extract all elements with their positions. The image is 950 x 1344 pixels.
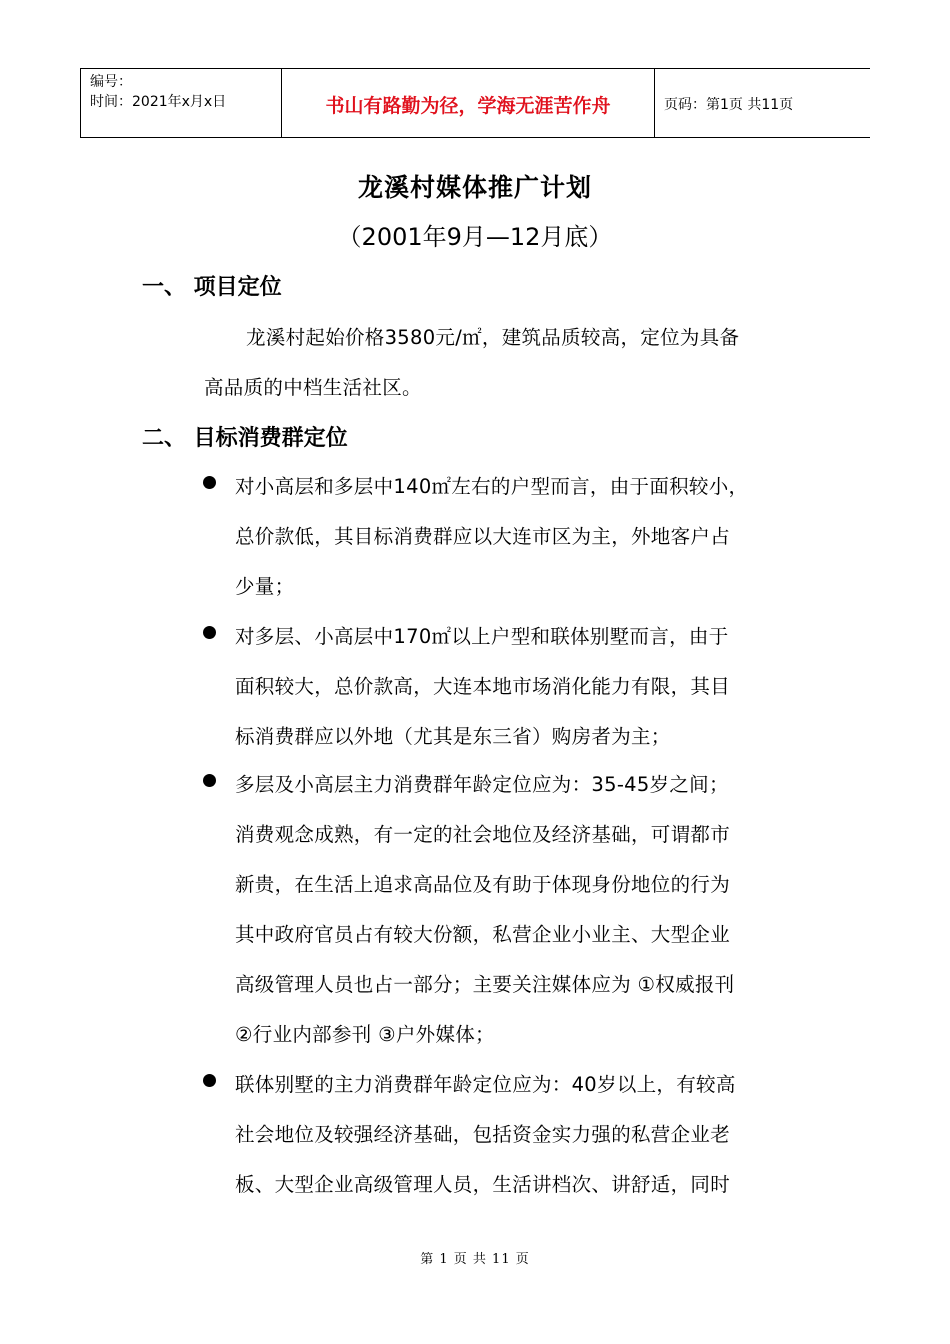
bullet-icon: [203, 476, 216, 489]
bullet-line: 其中政府官员占有较大份额，私营企业小业主、大型企业: [235, 923, 731, 946]
bullet-line: 社会地位及较强经济基础，包括资金实力强的私营企业老: [235, 1123, 731, 1146]
bullet-icon: [203, 774, 216, 787]
paragraph-line: 高品质的中档生活社区。: [204, 376, 422, 399]
bullet-line: 对小高层和多层中140㎡左右的户型而言，由于面积较小，: [235, 475, 749, 498]
bullet-line: 新贵，在生活上追求高品位及有助于体现身份地位的行为: [235, 873, 731, 896]
bullet-line: 高级管理人员也占一部分；主要关注媒体应为 ①权威报刊: [235, 973, 735, 996]
section-heading: 一、 项目定位: [142, 275, 282, 300]
page-footer: 第 1 页 共 11 页: [420, 1252, 530, 1267]
bullet-line: ②行业内部参刊 ③户外媒体；: [235, 1023, 495, 1046]
bullet-line: 总价款低，其目标消费群应以大连市区为主，外地客户占: [235, 525, 731, 548]
header-page-cell: [654, 69, 870, 137]
document-time-label: 时间：2021年x月x日: [90, 94, 227, 110]
bullet-line: 面积较大，总价款高，大连本地市场消化能力有限，其目: [235, 675, 731, 698]
bullet-line: 多层及小高层主力消费群年龄定位应为：35-45岁之间；: [235, 773, 729, 796]
bullet-icon: [203, 626, 216, 639]
document-title: 龙溪村媒体推广计划: [357, 173, 592, 202]
page-header: [80, 68, 870, 138]
header-motto-cell: [281, 69, 655, 137]
bullet-line: 联体别墅的主力消费群年龄定位应为：40岁以上，有较高: [235, 1073, 736, 1096]
bullet-line: 标消费群应以外地（尤其是东三省）购房者为主；: [235, 725, 671, 748]
section-heading: 二、 目标消费群定位: [142, 426, 348, 451]
header-meta-cell: [80, 69, 282, 137]
bullet-line: 对多层、小高层中170㎡以上户型和联体别墅而言，由于: [235, 625, 729, 648]
document-subtitle: （2001年9月—12月底）: [337, 223, 613, 251]
bullet-line: 少量；: [235, 575, 295, 598]
header-motto: 书山有路勤为径，学海无涯苦作舟: [325, 95, 611, 117]
bullet-line: 消费观念成熟，有一定的社会地位及经济基础，可谓都市: [235, 823, 731, 846]
bullet-line: 板、大型企业高级管理人员，生活讲档次、讲舒适，同时: [235, 1173, 731, 1196]
document-number-label: 编号：: [90, 74, 132, 90]
paragraph-line: 龙溪村起始价格3580元/㎡，建筑品质较高，定位为具备: [246, 326, 740, 349]
bullet-icon: [203, 1074, 216, 1087]
header-page-info: 页码：第1页 共11页: [664, 97, 794, 113]
